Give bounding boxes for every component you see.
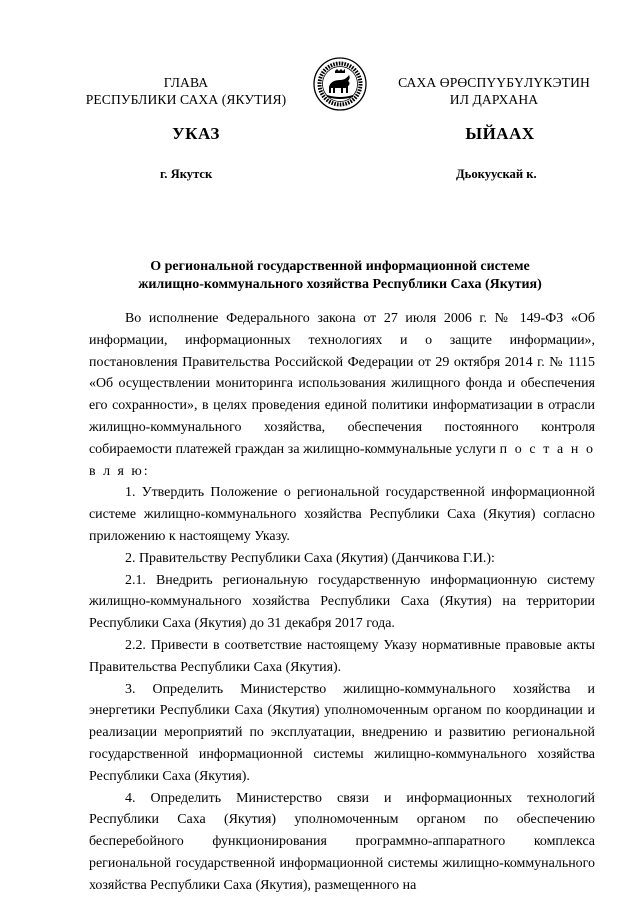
item-2-1: 2.1. Внедрить региональную государственную информационную систему жилищно-коммунального хозяйства Республики Саха (Якутия) на территории Республики Саха (Якутия) до 31 декабря 2017 года. (89, 572, 595, 632)
issuer-sah-line1: САХА ӨРӨСПҮҮБҮЛҮКЭТИН (398, 75, 590, 90)
preamble-paragraph (89, 308, 595, 482)
issuer-sah (384, 74, 604, 108)
doc-type-sah: ЫЙААХ (465, 124, 535, 143)
title-line2: жилищно-коммунального хозяйства Республики Саха (Якутия) (138, 277, 542, 292)
document-title (60, 258, 620, 294)
doc-type-ru: УКАЗ (172, 124, 220, 143)
item-2-2: 2.2. Привести в соответствие настоящему Указу нормативные правовые акты Правительства Республики Саха (Якутия). (89, 637, 595, 675)
issuer-sah-line2: ИЛ ДАРХАНА (449, 92, 539, 107)
item-2: 2. Правительству Республики Саха (Якутия) (Данчикова Г.И.): (125, 550, 495, 566)
issuer-ru-line2: РЕСПУБЛИКИ САХА (ЯКУТИЯ) (85, 92, 287, 107)
item-4: 4. Определить Министерство связи и информационных технологий Республики Саха (Якутия) уполномоченным органом по обеспечению бесперебойного функционирования программно-аппаратного комплекса региональной государственной информационной системы жилищно-коммунального хозяйства Республики Саха (Якутия), размещенного на (89, 790, 595, 893)
city-ru: г. Якутск (160, 167, 213, 181)
item-3: 3. Определить Министерство жилищно-коммунального хозяйства и энергетики Республики Саха (Якутия) уполномоченным органом по координации и реализации мероприятий по эксплуатации, внедрению и развитию региональной государственной информационной системы жилищно-коммунального хозяйства Республики Саха (Якутия). (89, 681, 595, 784)
decree-word: п о с т а н о в л я ю: (89, 441, 595, 479)
issuer-ru-line1: ГЛАВА (163, 75, 209, 90)
coat-of-arms-icon (313, 57, 367, 111)
issuer-ru (80, 74, 292, 108)
preamble-text: Во исполнение Федерального закона от 27 июля 2006 г. № 149-ФЗ «Об информации, информационных технологиях и о защите информации», постановления Правительства Российской Федерации от 29 октября 2014 г. № 1115 «Об осуществлении мониторинга использования жилищного фонда и обеспечения его сохранности», в целях проведения единой политики информатизации в отрасли жилищно-коммунального хозяйства, обеспечения постоянного контроля собираемости платежей граждан за жилищно-коммунальные услуги (89, 311, 595, 457)
city-sah: Дьокуускай к. (456, 167, 537, 181)
title-line1: О региональной государственной информационной системе (150, 259, 530, 274)
item-1: 1. Утвердить Положение о региональной государственной информационной системе жилищно-коммунального хозяйства Республики Саха (Якутия) согласно приложению к настоящему Указу. (89, 485, 595, 544)
document-body (89, 308, 595, 897)
